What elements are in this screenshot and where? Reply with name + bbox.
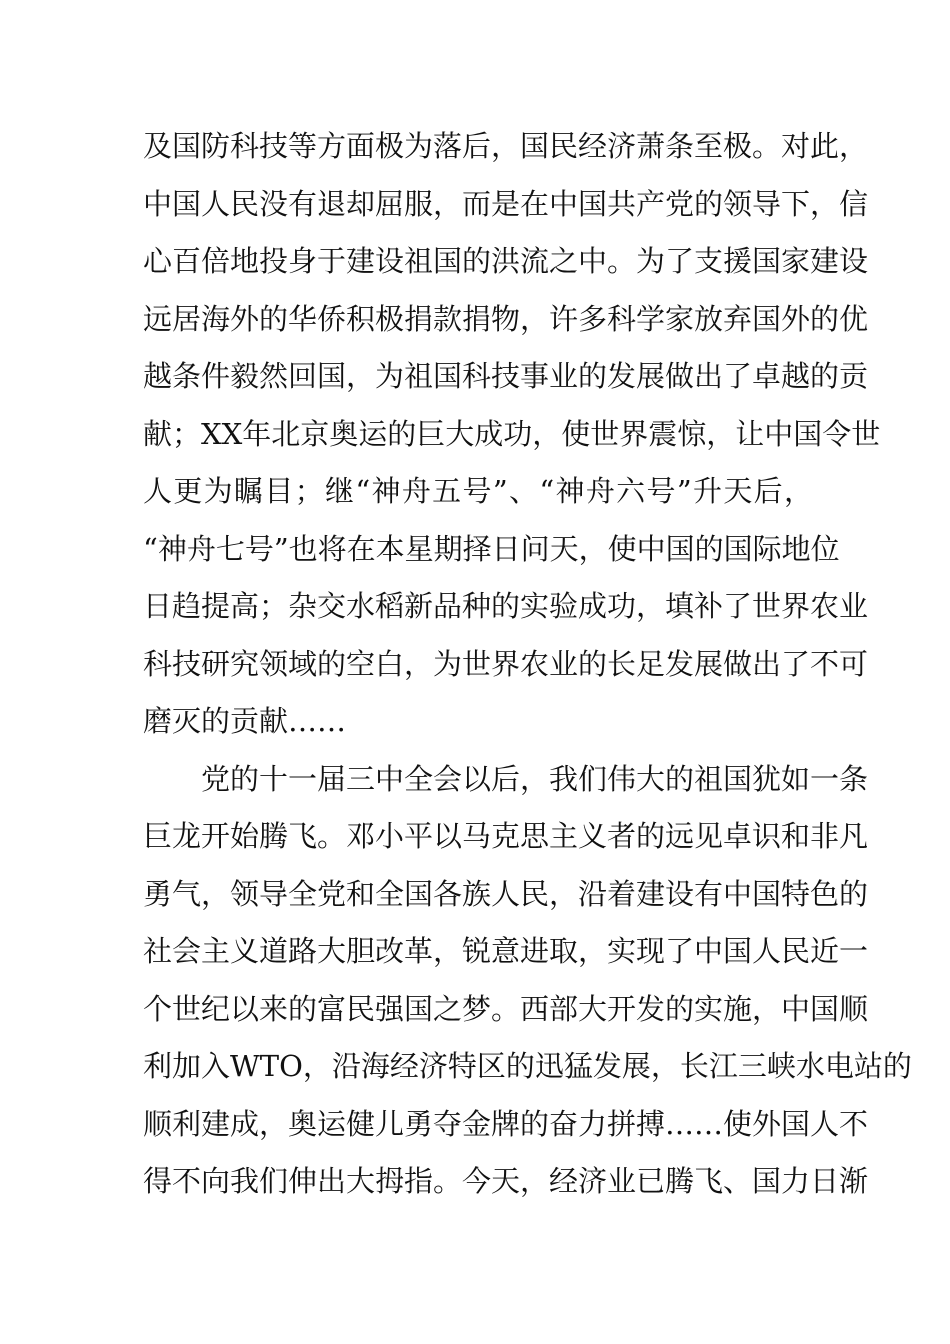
text-line: 远居海外的华侨积极捐款捐物，许多科学家放弃国外的优 bbox=[143, 301, 869, 336]
text-line: 得不向我们伸出大拇指。今天，经济业已腾飞、国力日渐 bbox=[143, 1164, 869, 1198]
body-text bbox=[143, 118, 912, 1211]
text-line: 个世纪以来的富民强国之梦。西部大开发的实施，中国顺 bbox=[143, 991, 869, 1026]
text-line: 献；XX年北京奥运的巨大成功，使世界震惊，让中国令世 bbox=[143, 416, 881, 451]
text-line: 社会主义道路大胆改革，锐意进取，实现了中国人民近一 bbox=[143, 934, 869, 968]
text-line: 人更为瞩目；继“神舟五号”、“神舟六号”升天后， bbox=[143, 474, 813, 508]
paragraph-1 bbox=[143, 118, 881, 751]
text-line: 中国人民没有退却屈服，而是在中国共产党的领导下，信 bbox=[143, 186, 869, 221]
text-line: 日趋提高；杂交水稻新品种的实验成功，填补了世界农业 bbox=[143, 589, 869, 623]
text-line: 利加入WTO，沿海经济特区的迅猛发展，长江三峡水电站的 bbox=[143, 1049, 912, 1083]
text-line: 及国防科技等方面极为落后，国民经济萧条至极。对此， bbox=[143, 129, 869, 163]
text-line: 勇气，领导全党和全国各族人民，沿着建设有中国特色的 bbox=[143, 876, 869, 911]
text-line: 巨龙开始腾飞。邓小平以马克思主义者的远见卓识和非凡 bbox=[143, 819, 869, 853]
text-line: 顺利建成，奥运健儿勇夺金牌的奋力拼搏……使外国人不 bbox=[143, 1106, 869, 1141]
text-line: 科技研究领域的空白，为世界农业的长足发展做出了不可 bbox=[143, 646, 869, 681]
text-line: 越条件毅然回国，为祖国科技事业的发展做出了卓越的贡 bbox=[143, 359, 869, 393]
text-line: “神舟七号”也将在本星期择日问天，使中国的国际地位 bbox=[143, 531, 840, 566]
text-line: 磨灭的贡献…… bbox=[143, 704, 347, 738]
text-line: 心百倍地投身于建设祖国的洪流之中。为了支援国家建设 bbox=[143, 244, 869, 278]
text-line: 党的十一届三中全会以后，我们伟大的祖国犹如一条 bbox=[201, 761, 869, 796]
paragraph-2 bbox=[143, 751, 912, 1211]
